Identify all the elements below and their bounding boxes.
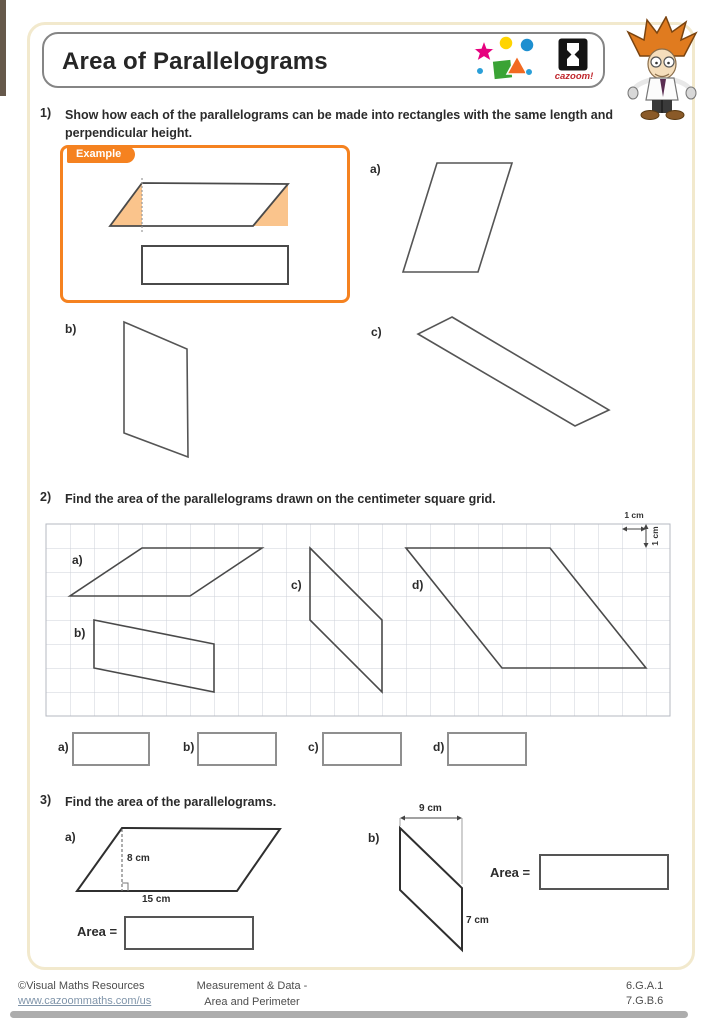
q3-label-a: a) <box>65 830 76 844</box>
q3-text: Find the area of the parallelograms. <box>65 795 277 809</box>
q3-parallelogram-a <box>70 815 290 910</box>
jester-mascot <box>622 16 702 120</box>
q3b-top-label: 9 cm <box>419 803 442 814</box>
q3a-right-angle-marker <box>122 883 128 891</box>
q1-parallelogram-a <box>395 150 525 280</box>
cazoom-logo-text: cazoom! <box>554 71 594 82</box>
scale-label-horizontal: 1 cm <box>624 510 644 520</box>
footer-topic-line2: Area and Perimeter <box>204 996 300 1008</box>
q2-label-b: b) <box>74 626 86 640</box>
shapes-cluster-icon <box>465 32 541 84</box>
footer-topic-line1: Measurement & Data - <box>196 980 308 992</box>
q2-answer-box-c[interactable] <box>322 732 402 766</box>
q1-parallelogram-b <box>115 315 200 465</box>
q2-label-a: a) <box>72 553 83 567</box>
scale-label-vertical: 1 cm <box>650 526 660 546</box>
q2-answer-box-d[interactable] <box>447 732 527 766</box>
q2-text: Find the area of the parallelograms drawn on the centimeter square grid. <box>65 492 496 506</box>
q1-number: 1) <box>40 106 52 120</box>
q3a-area-label: Area = <box>77 924 118 939</box>
blue-circle-icon <box>520 38 534 52</box>
pink-star-icon <box>473 40 495 62</box>
q2-answer-box-a[interactable] <box>72 732 150 766</box>
q3-number: 3) <box>40 793 52 807</box>
page-edge-artifact <box>0 0 6 96</box>
example-rectangle <box>142 246 288 284</box>
small-blue-dot-icon <box>526 69 533 76</box>
q1-parallelogram-c <box>410 308 620 436</box>
jester-hand <box>686 87 696 99</box>
centimeter-grid <box>40 505 690 720</box>
q2-answer-label-c: c) <box>308 740 319 754</box>
example-tab: Example <box>67 146 135 163</box>
jester-hand <box>628 87 638 99</box>
next-page-edge <box>10 1011 688 1018</box>
q1-label-a: a) <box>370 162 381 176</box>
q1-label-b: b) <box>65 322 77 336</box>
small-blue-dot-icon <box>477 68 484 75</box>
q2-number: 2) <box>40 490 52 504</box>
footer-standard-2: 7.G.B.6 <box>626 995 664 1007</box>
q2-answer-label-d: d) <box>433 740 445 754</box>
yellow-circle-icon <box>499 36 513 50</box>
q1-label-c: c) <box>371 325 382 339</box>
q3a-area-box[interactable] <box>124 916 254 950</box>
q3b-area-label: Area = <box>490 865 531 880</box>
q3b-area-box[interactable] <box>539 854 669 890</box>
example-box <box>60 145 350 303</box>
cazoom-logo-icon <box>558 38 588 71</box>
q2-label-c: c) <box>291 578 302 592</box>
q1-text: Show how each of the parallelograms can be made into rectangles with the same length and perpendicular height. <box>65 108 614 141</box>
q2-label-d: d) <box>412 578 424 592</box>
q3a-base-label: 15 cm <box>142 894 171 905</box>
q3a-height-label: 8 cm <box>127 853 150 864</box>
q2-answer-label-a: a) <box>58 740 69 754</box>
q2-answer-box-b[interactable] <box>197 732 277 766</box>
example-figure <box>63 148 347 300</box>
q3b-side-label: 7 cm <box>466 915 489 926</box>
q2-answer-label-b: b) <box>183 740 195 754</box>
footer-standard-1: 6.G.A.1 <box>626 980 664 992</box>
footer-link[interactable]: www.cazoommaths.com/us <box>18 995 152 1007</box>
q3-parallelogram-b <box>390 800 505 965</box>
jester-shoe <box>666 111 684 120</box>
footer-copyright: ©Visual Maths Resources <box>18 980 145 992</box>
q3-label-b: b) <box>368 831 380 845</box>
jester-shoe <box>641 111 659 120</box>
grid-area <box>46 524 670 716</box>
page-title: Area of Parallelograms <box>62 48 328 75</box>
